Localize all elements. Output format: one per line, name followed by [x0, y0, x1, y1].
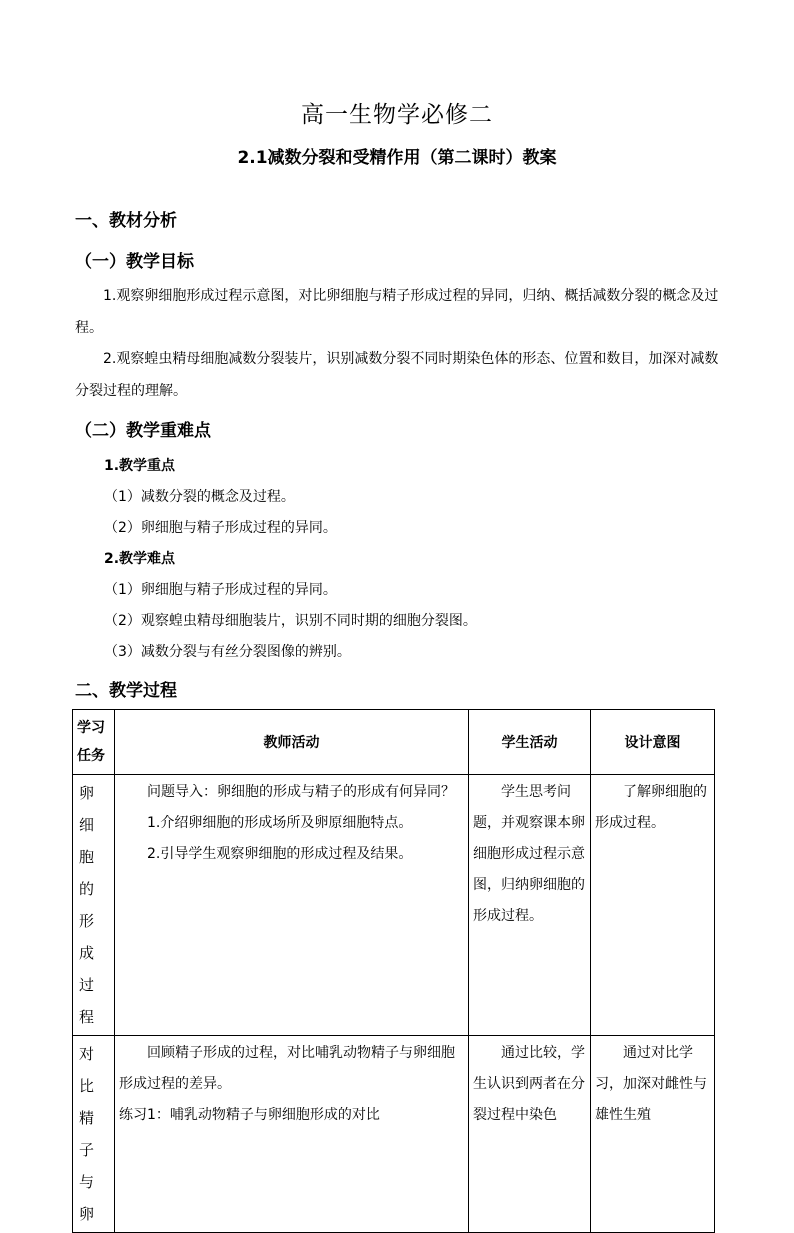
design-intent: 了解卵细胞的形成过程。	[595, 784, 707, 831]
cell-student	[469, 1036, 591, 1233]
focus-label: 1.教学重点	[104, 458, 176, 474]
document-title: 高一生物学必修二	[301, 102, 493, 128]
focus-item-2: （2）卵细胞与精子形成过程的异同。	[104, 520, 337, 536]
cell-teacher	[115, 1036, 469, 1233]
student-activity: 学生思考问题，并观察课本卵细胞形成过程示意图，归纳卵细胞的形成过程。	[473, 784, 585, 924]
teacher-intro: 问题导入：卵细胞的形成与精子的形成有何异同？	[147, 784, 455, 800]
difficulty-item-3: （3）减数分裂与有丝分裂图像的辨别。	[104, 644, 351, 660]
cell-task: 卵细胞的形成过程	[73, 775, 115, 1036]
header-intent: 设计意图	[591, 710, 715, 775]
document-subtitle: 2.1减数分裂和受精作用（第二课时）教案	[237, 148, 557, 168]
table-header-row	[73, 710, 715, 775]
table-row	[73, 775, 715, 1036]
design-intent: 通过对比学习，加深对雌性与雄性生殖	[595, 1045, 707, 1123]
goal-item-1: 1.观察卵细胞形成过程示意图，对比卵细胞与精子形成过程的异同，归纳、概括减数分裂的概念及过程。	[75, 288, 719, 336]
difficulty-item-1: （1）卵细胞与精子形成过程的异同。	[104, 582, 337, 598]
cell-task: 对比精子与卵	[73, 1036, 115, 1233]
cell-intent	[591, 1036, 715, 1233]
subsection-heading-goals: （一）教学目标	[75, 252, 194, 272]
cell-intent	[591, 775, 715, 1036]
section-heading-material-analysis: 一、教材分析	[75, 211, 177, 231]
student-activity: 通过比较，学生认识到两者在分裂过程中染色	[473, 1045, 585, 1123]
goal-item-2: 2.观察蝗虫精母细胞减数分裂装片，识别减数分裂不同时期染色体的形态、位置和数目，加深对减数分裂过程的理解。	[75, 351, 719, 399]
difficulty-label: 2.教学难点	[104, 551, 176, 567]
teacher-step-1: 1.介绍卵细胞的形成场所及卵原细胞特点。	[147, 815, 413, 831]
teacher-exercise: 练习1：哺乳动物精子与卵细胞形成的对比	[119, 1107, 380, 1123]
difficulty-item-2: （2）观察蝗虫精母细胞装片，识别不同时期的细胞分裂图。	[104, 613, 477, 629]
subsection-heading-key-points: （二）教学重难点	[75, 421, 211, 441]
focus-item-1: （1）减数分裂的概念及过程。	[104, 489, 295, 505]
header-student: 学生活动	[469, 710, 591, 775]
teaching-process-table	[72, 709, 715, 1233]
section-heading-teaching-process: 二、教学过程	[75, 681, 177, 701]
header-task: 学习任务	[73, 710, 115, 775]
table-row	[73, 1036, 715, 1233]
header-teacher: 教师活动	[115, 710, 469, 775]
teacher-intro: 回顾精子形成的过程，对比哺乳动物精子与卵细胞形成过程的差异。	[119, 1045, 455, 1092]
cell-student	[469, 775, 591, 1036]
cell-teacher	[115, 775, 469, 1036]
teacher-step-2: 2.引导学生观察卵细胞的形成过程及结果。	[147, 846, 413, 862]
